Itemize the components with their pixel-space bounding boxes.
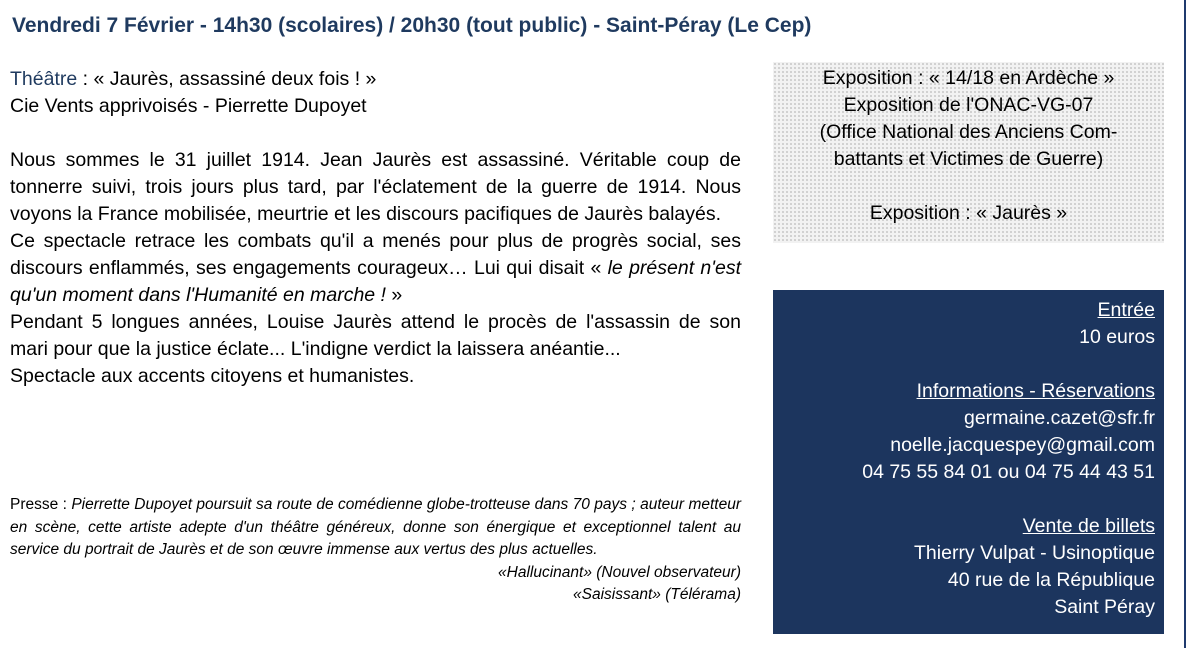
jaures-quote: le présent n'est qu'un moment dans l'Humanité en marche ! bbox=[10, 257, 741, 306]
press-quote-1: «Hallucinant» (Nouvel observateur) bbox=[498, 563, 741, 581]
tickets-heading: Vente de billets bbox=[1022, 515, 1155, 537]
press-review: Pierrette Dupoyet poursuit sa route de comédienne globe-trotteuse dans 70 pays ; auteur metteur en scène, cette artiste adepte d'un théâtre généreux, donne son énergique et exceptionnel talent au service du portrait de Jaurès et de son œuvre immense aux vertus des plus actuelles. bbox=[10, 496, 741, 558]
entry-heading: Entrée bbox=[1097, 299, 1155, 321]
press-text bbox=[10, 494, 741, 562]
exhibition-line-2: Exposition de l'ONAC-VG-07 bbox=[843, 94, 1094, 116]
spacer bbox=[10, 120, 741, 147]
event-description bbox=[10, 66, 741, 390]
exhibition-line-1: Exposition : « 14/18 en Ardèche » bbox=[822, 67, 1115, 89]
press-block bbox=[10, 494, 741, 607]
press-label: Presse : bbox=[10, 496, 72, 513]
contact-phones: 04 75 55 84 01 ou 04 75 44 43 51 bbox=[862, 461, 1155, 483]
genre-separator: : bbox=[77, 68, 94, 90]
description-paragraph-2 bbox=[10, 228, 741, 309]
description-paragraph-1: Nous sommes le 31 juillet 1914. Jean Jaurès est assassiné. Véritable coup de tonnerre suivi, trois jours plus tard, par l'éclatement de la guerre de 1914. Nous voyons la France mobilisée, meurtrie et les discours pacifiques de Jaurès balayés. bbox=[10, 149, 741, 225]
press-quote-2: «Saisissant» (Télérama) bbox=[573, 586, 741, 603]
show-name: « Jaurès, assassiné deux fois ! » bbox=[93, 68, 377, 90]
event-title: Vendredi 7 Février - 14h30 (scolaires) / 20h30 (tout public) - Saint-Péray (Le Cep) bbox=[12, 14, 812, 37]
reservations-heading: Informations - Réservations bbox=[916, 380, 1155, 402]
description-paragraph-3: Pendant 5 longues années, Louise Jaurès attend le procès de l'assassin de son mari pour que la justice éclate... L'indigne verdict la laissera anéantie... bbox=[10, 311, 741, 360]
exhibition-line-5: Exposition : « Jaurès » bbox=[869, 202, 1068, 224]
spacer bbox=[773, 351, 1155, 378]
tickets-vendor: Thierry Vulpat - Usinoptique bbox=[914, 542, 1155, 564]
paragraph-2-end: » bbox=[385, 284, 403, 306]
genre-label: Théâtre bbox=[10, 68, 78, 90]
contact-email-1: germaine.cazet@sfr.fr bbox=[963, 407, 1155, 429]
right-edge-rule bbox=[1184, 0, 1186, 648]
exhibition-line-3: (Office National des Anciens Com- bbox=[819, 121, 1118, 143]
spacer bbox=[773, 173, 1164, 200]
info-box bbox=[773, 290, 1164, 634]
spacer bbox=[773, 486, 1155, 513]
company-line: Cie Vents apprivoisés - Pierrette Dupoyet bbox=[10, 95, 367, 117]
exhibition-box bbox=[773, 62, 1164, 243]
exhibition-line-4: battants et Victimes de Guerre) bbox=[833, 148, 1104, 170]
entry-price: 10 euros bbox=[1079, 326, 1155, 348]
tickets-address: 40 rue de la République bbox=[947, 569, 1155, 591]
paragraph-2-text: Ce spectacle retrace les combats qu'il a menés pour plus de progrès social, ses discours enflammés, ses engagements courageux… Lui qui disait « bbox=[10, 230, 741, 279]
description-paragraph-4: Spectacle aux accents citoyens et humanistes. bbox=[10, 365, 415, 387]
show-title-line bbox=[10, 66, 741, 93]
contact-email-2: noelle.jacquespey@gmail.com bbox=[890, 434, 1155, 456]
tickets-city: Saint Péray bbox=[1054, 596, 1155, 618]
